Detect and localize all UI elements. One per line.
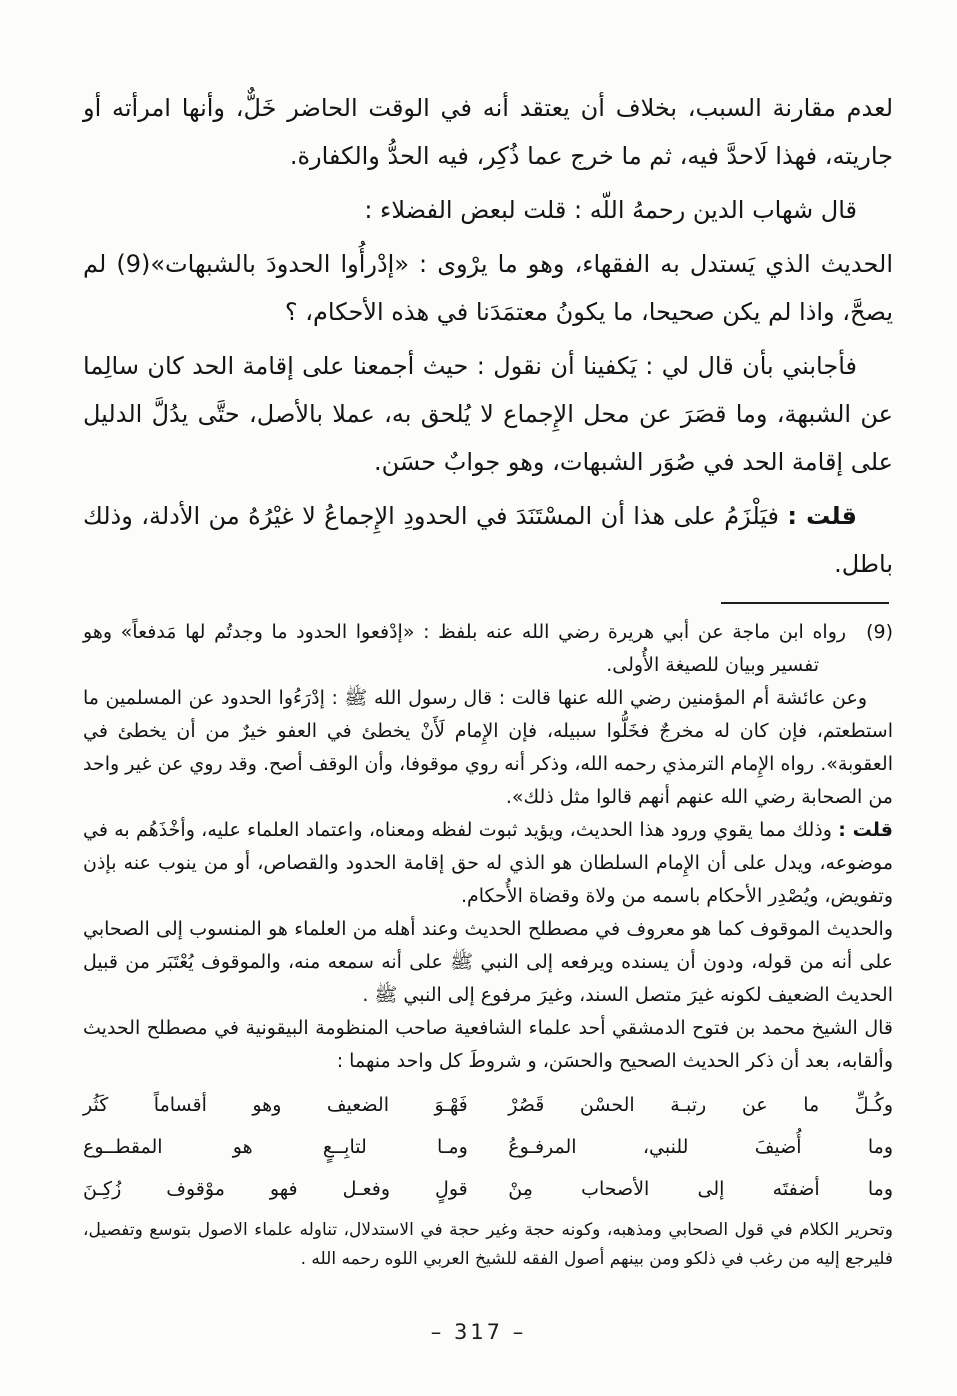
footnote-paragraph-1 [83, 616, 893, 682]
footnote-paragraph-3 [83, 814, 893, 913]
hemistich-right: وكُـلِّ ما عن رتبـة الحسْن قَصُرْ [508, 1094, 893, 1116]
body-paragraph-1: لعدم مقارنة السبب، بخلاف أن يعتقد أنه في الوقت الحاضر خَلٌّ، وأنها امرأته أو جاريته، فهذا لَاحدَّ فيه، ثم ما خرج عما ذُكِر، فيه الحدُّ والكفارة. [83, 94, 893, 170]
footnote-section [83, 616, 893, 1274]
poem-line [83, 1168, 893, 1210]
body-paragraph-4: فأجابني بأن قال لي : يَكفينا أن نقول : حيث أجمعنا على إقامة الحد كان سالِما عن الشبهة، وما قصَرَ عن محل الإِجماع لا يُلحق به، عملا بالأصل، حتَّى يدُلَّ الدليل على إقامة الحد في صُوَر الشبهات، وهو جوابٌ حسَن. [83, 352, 893, 476]
footnote-text: رواه ابن ماجة عن أبي هريرة رضي الله عنه بلفظ : «إدْفعوا الحدود ما وجدتُم لها مَدفعاً» وهو تفسير وبيان للصيغة الأُولى. [83, 621, 847, 676]
hemistich-left: فَهْـوَ الضعيف وهو أقساماً كَثُر [83, 1094, 468, 1116]
footnote-separator [721, 602, 889, 604]
footnote-text: وذلك مما يقوي ورود هذا الحديث، ويؤيد ثبوت لفظه ومعناه، واعتماد العلماء عليه، وأخْذَهُم به في موضوعه، ويدل على أن الإِمام السلطان هو الذي له حق إقامة الحدود والقصاص، أو من ينوب عنه بإذن وتفويض، ويُصْدِر الأحكام باسمه من ولاة وقضاة الأُحكام. [83, 819, 893, 907]
hemistich-left: ومـا لتابِــعٍ هو المقطــوع [83, 1136, 468, 1158]
qultu-lead: قلت : [787, 502, 858, 530]
footnote-closing-paragraph: وتحرير الكلام في قول الصحابي ومذهبه، وكونه حجة وغير حجة في الاستدلال، تناوله علماء الاصول بتوسع وتفصيل، فليرجع إليه من رغب في ذلكو ومن بينهم أصول الفقه للشيخ العربي اللوه رحمه الله . [83, 1220, 893, 1269]
page-content [83, 84, 893, 1274]
hemistich-right: وما أُضيفَ للنبي، المرفـوعُ [508, 1136, 893, 1158]
poem-line [83, 1084, 893, 1126]
bayquniyya-poem [83, 1084, 893, 1210]
body-paragraph-2: قال شهاب الدين رحمهُ اللّه : قلت لبعض الفضلاء : [364, 196, 857, 224]
hemistich-right: وما أضفتَه إلى الأصحاب مِنْ [508, 1178, 893, 1200]
footnote-paragraph-2: وعن عائشة أم المؤمنين رضي الله عنها قالت : قال رسول الله ﷺ : إدْرَءُوا الحدود عن المسلمين ما استطعتم، فإن كان له مخرجٌ فخَلُّوا سبيله، فإن الإِمام لَأَنْ يخطئ في العفو خيرٌ من أن يخطئ في العقوبة». رواه الإِمام الترمذي رحمه الله، وذكر أنه روي موقوفا، وأن الوقف أصح. وقد روي عن غير واحد من الصحابة رضي الله عنهم أنهم قالوا مثل ذلك». [83, 687, 893, 808]
page-number: – 317 – [430, 1320, 527, 1344]
footnote-paragraph-5: قال الشيخ محمد بن فتوح الدمشقي أحد علماء الشافعية صاحب المنظومة البيقونية في مصطلح الحديث وألقابه، بعد أن ذكر الحديث الصحيح والحسَن، و شروطَ كل واحد منهما : [83, 1017, 893, 1072]
footnote-paragraph-4: والحديث الموقوف كما هو معروف في مصطلح الحديث وعند أهله من العلماء هو المنسوب إلى الصحابي على أنه من قوله، ودون أن يسنده ويرفعه إلى النبي ﷺ على أنه سمعه منه، والموقوف يُعْتَبَر من قبيل الحديث الضعيف لكونه غيرَ متصل السند، وغيرَ مرفوع إلى النبي ﷺ . [83, 918, 893, 1006]
qultu-lead: قلت : [838, 819, 893, 841]
footnote-number: (9) [866, 621, 893, 643]
hemistich-left: قولٍ وفعـل فهو موْقوف زُكِـنَ [83, 1178, 468, 1200]
paragraph-text: فيَلْزَمُ على هذا أن المسْتَنَدَ في الحدودِ الإِجماعُ لا غيْرُهُ من الأدلة، وذلك باطل. [83, 502, 893, 578]
body-paragraph-3: الحديث الذي يَستدل به الفقهاء، وهو ما يرْوى : «إدْرأُوا الحدودَ بالشبهات»(9) لم يصحَّ، واذا لم يكن صحيحا، ما يكونُ معتمَدَنا في هذه الأحكام، ؟ [83, 250, 894, 326]
body-paragraph-5 [83, 492, 893, 588]
poem-line [83, 1126, 893, 1168]
